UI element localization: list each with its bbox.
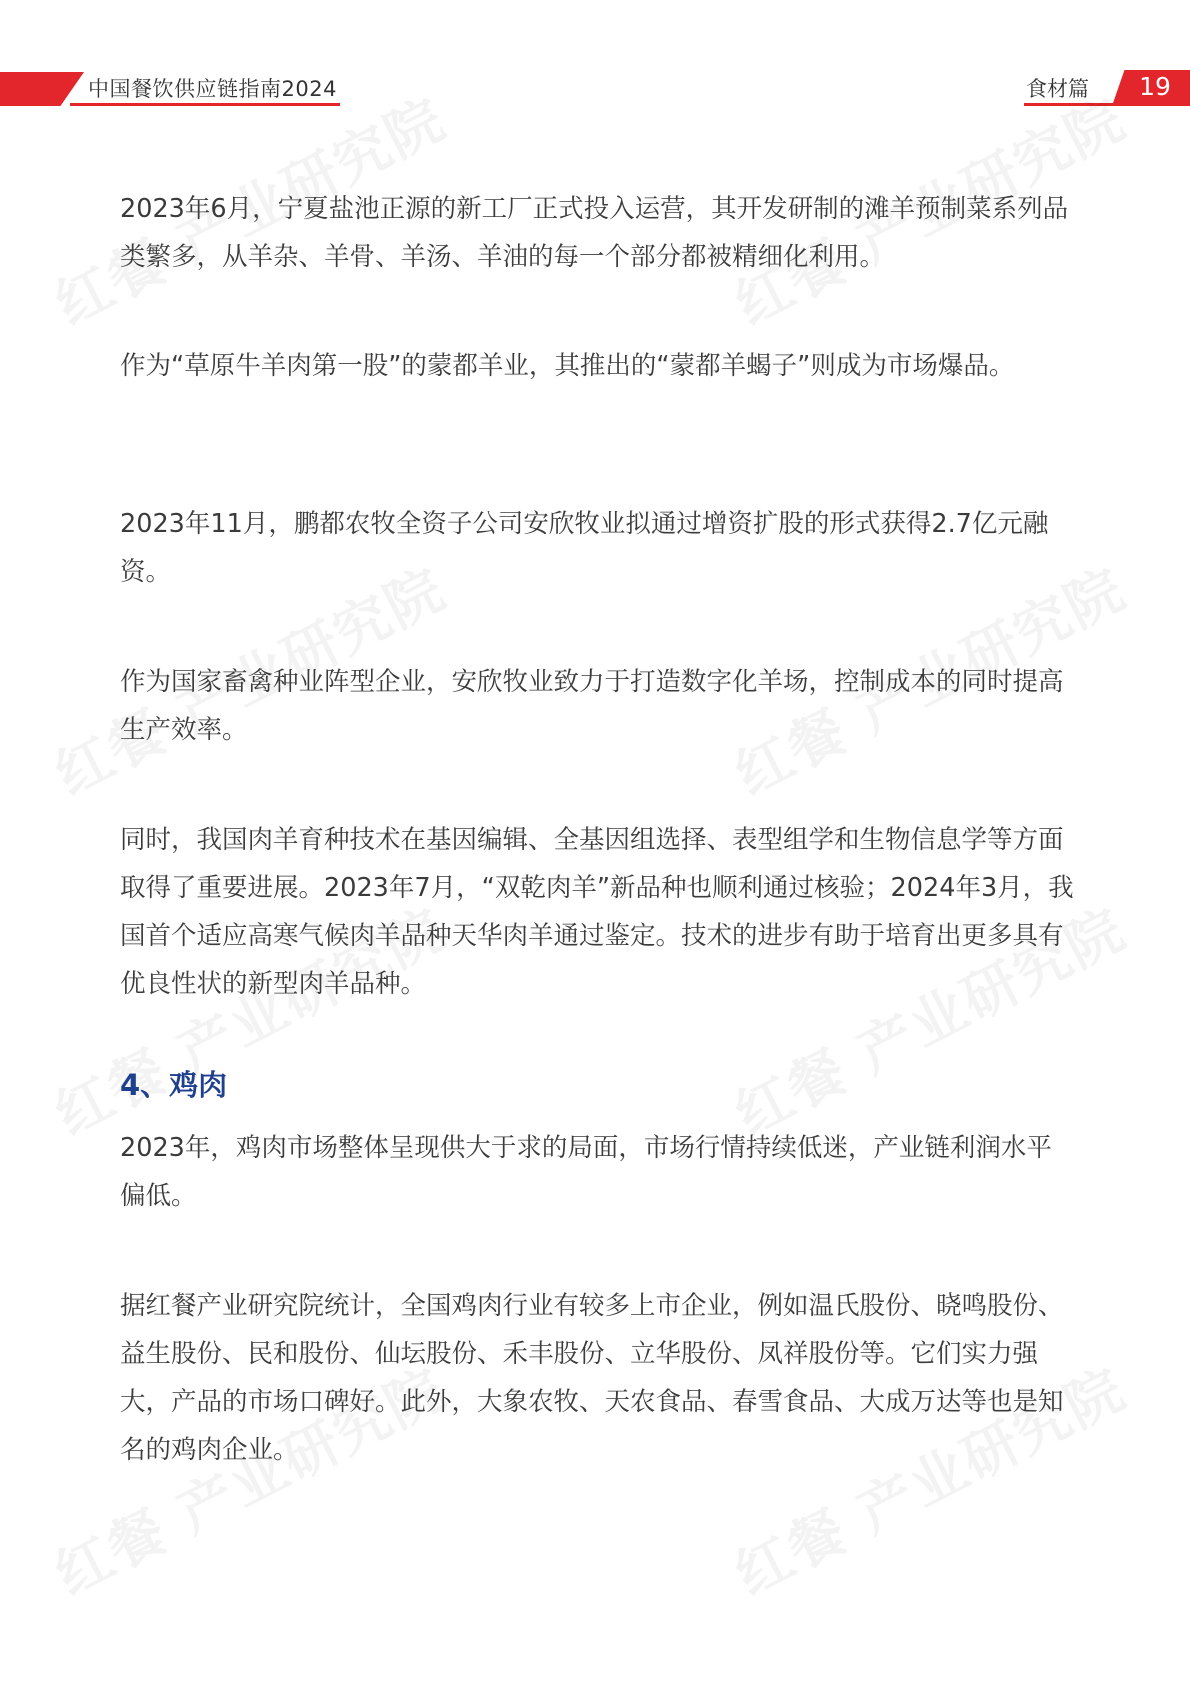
section-heading: 4、鸡肉 — [120, 1068, 228, 1102]
paragraph: 2023年6月，宁夏盐池正源的新工厂正式投入运营，其开发研制的滩羊预制菜系列品类繁多，从羊杂、羊骨、羊汤、羊油的每一个部分都被精细化利用。 — [120, 194, 1069, 272]
paragraph: 2023年11月，鹏都农牧全资子公司安欣牧业拟通过增资扩股的形式获得2.7亿元融资。 — [120, 509, 1049, 587]
paragraph: 据红餐产业研究院统计，全国鸡肉行业有较多上市企业，例如温氏股份、晓鸣股份、益生股份、民和股份、仙坛股份、禾丰股份、立华股份、凤祥股份等。它们实力强大，产品的市场口碑好。此外，大象农牧、天农食品、春雪食品、大成万达等也是知名的鸡肉企业。 — [120, 1291, 1064, 1465]
report-title-underline — [70, 103, 340, 106]
paragraph: 2023年，鸡肉市场整体呈现供大于求的局面，市场行情持续低迷，产业链利润水平偏低。 — [120, 1133, 1052, 1211]
header-accent-bar — [0, 72, 84, 106]
section-name-underline — [1024, 103, 1120, 106]
paragraph: 作为国家畜禽种业阵型企业，安欣牧业致力于打造数字化羊场，控制成本的同时提高生产效率。 — [120, 667, 1064, 745]
paragraph: 同时，我国肉羊育种技术在基因编辑、全基因组选择、表型组学和生物信息学等方面取得了重要进展。2023年7月，“双乾肉羊”新品种也顺利通过核验；2024年3月，我国首个适应高寒气候肉羊品种天华肉羊通过鉴定。技术的进步有助于培育出更多具有优良性状的新型肉羊品种。 — [120, 825, 1074, 999]
report-title: 中国餐饮供应链指南2024 — [88, 77, 337, 101]
page-number: 19 — [1139, 72, 1171, 101]
section-name: 食材篇 — [1026, 77, 1089, 101]
paragraph: 作为“草原牛羊肉第一股”的蒙都羊业，其推出的“蒙都羊蝎子”则成为市场爆品。 — [120, 351, 1015, 381]
